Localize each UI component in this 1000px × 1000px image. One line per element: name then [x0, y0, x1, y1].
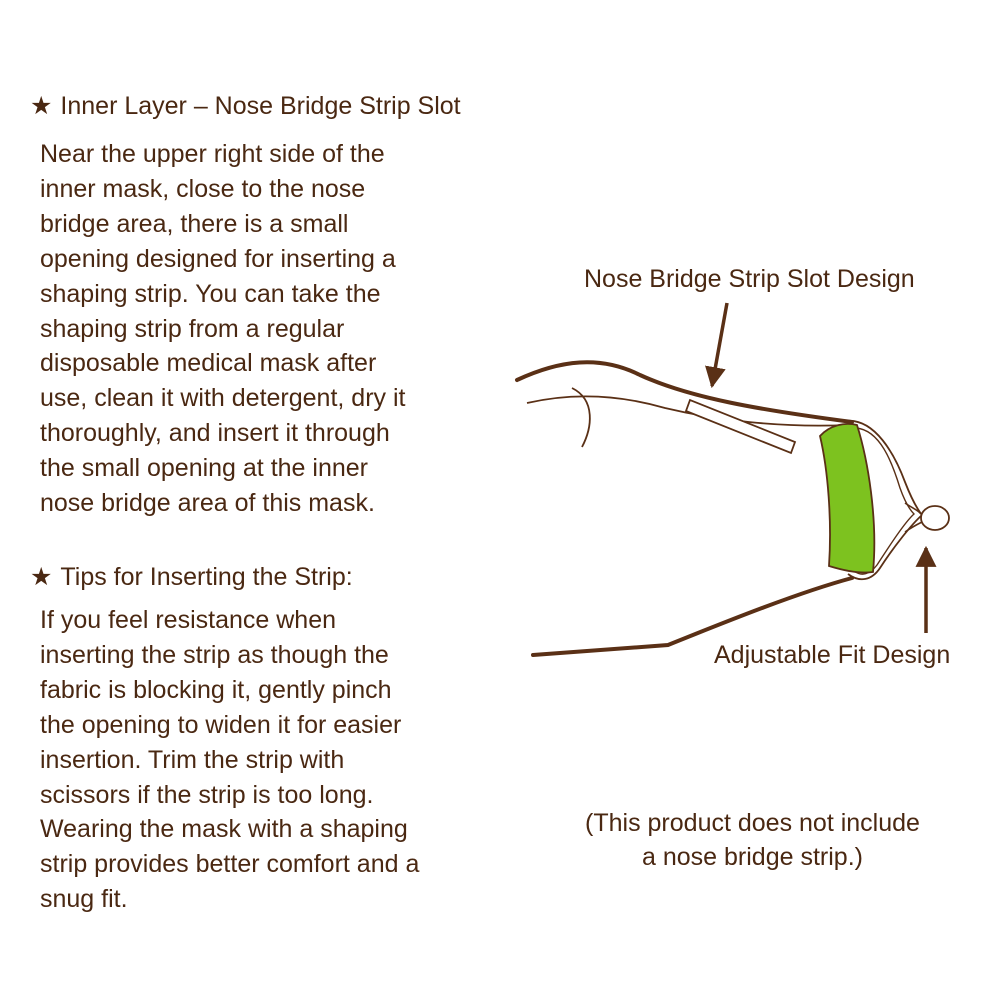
- fit-design-label: Adjustable Fit Design: [714, 641, 951, 669]
- section1-line: shaping strip from a regular: [40, 314, 345, 343]
- section2-line: If you feel resistance when: [40, 606, 336, 634]
- section2-line: the opening to widen it for easier: [40, 710, 402, 739]
- section1-line: disposable medical mask after: [40, 349, 377, 378]
- section1-title: Inner Layer – Nose Bridge Strip Slot: [60, 92, 461, 120]
- slot-callout-arrow: [712, 303, 727, 386]
- adjustable-fit-band: [820, 424, 874, 573]
- section1-line: Near the upper right side of the: [40, 140, 385, 168]
- section2-line: insertion. Trim the strip with: [40, 745, 345, 774]
- ear-loop-ring: [921, 506, 949, 530]
- section1-line: thoroughly, and insert it through: [40, 419, 390, 448]
- slot-design-label: Nose Bridge Strip Slot Design: [584, 265, 915, 293]
- product-note-line: (This product does not include: [585, 809, 920, 837]
- star-icon: ★: [30, 563, 53, 591]
- product-note-line: a nose bridge strip.): [642, 843, 863, 871]
- section1-line: shaping strip. You can take the: [40, 279, 381, 308]
- nose-bridge-strip-slot: [686, 400, 795, 453]
- product-note: [540, 806, 965, 874]
- section2-title: Tips for Inserting the Strip:: [60, 563, 353, 591]
- section2-line: inserting the strip as though the: [40, 640, 389, 669]
- section2-line: Wearing the mask with a shaping: [40, 815, 408, 844]
- section2-line: strip provides better comfort and a: [40, 850, 420, 879]
- section1-line: use, clean it with detergent, dry it: [40, 384, 406, 413]
- section1-line: inner mask, close to the nose: [40, 174, 366, 203]
- section2-line: fabric is blocking it, gently pinch: [40, 675, 392, 704]
- section1-line: nose bridge area of this mask.: [40, 489, 375, 518]
- star-icon: ★: [30, 92, 53, 120]
- section1-line: opening designed for inserting a: [40, 244, 396, 273]
- section1-line: bridge area, there is a small: [40, 209, 349, 238]
- section2-line: scissors if the strip is too long.: [40, 780, 374, 809]
- section2-line: snug fit.: [40, 885, 128, 914]
- section1-line: the small opening at the inner: [40, 454, 368, 483]
